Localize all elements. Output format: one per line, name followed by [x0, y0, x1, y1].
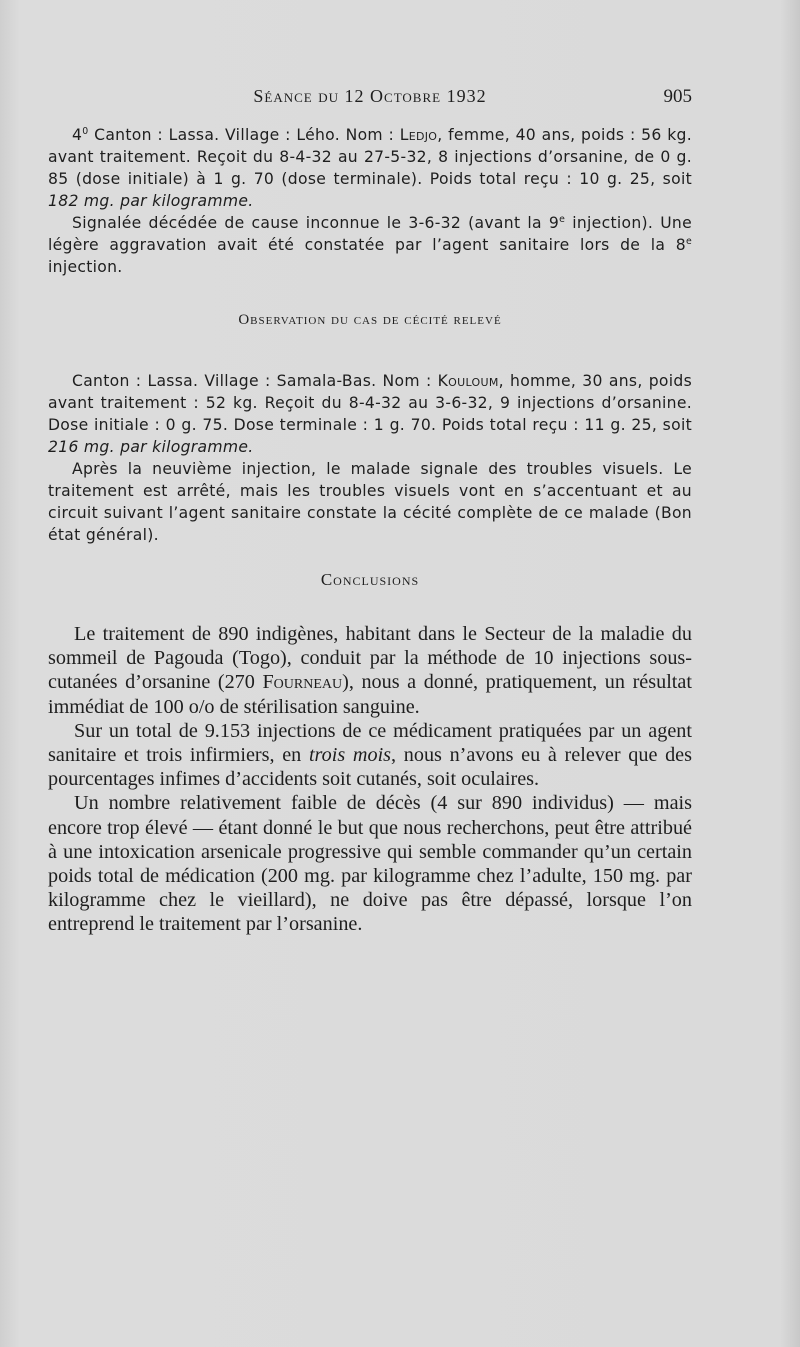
- conclusions-paragraph-3: Un nombre relativement faible de décès (4 sur 890 individus) — mais encore trop élevé — étant donné le but que nous recherchons, peut être attribué à une intoxication arsenicale progressive qui semble commander qu’un certain poids total de médication (200 mg. par kilogramme chez l’adulte, 150 mg. par kilogramme chez le vieillard), ne doive pas être dépassé, lorsque l’on entreprend le traitement par l’orsanine.: [48, 792, 692, 936]
- patient-name: Ledjo: [399, 126, 438, 144]
- running-header: [48, 86, 692, 114]
- observation-paragraph-2: Après la neuvième injection, le malade signale des troubles visuels. Le traitement est arrêté, mais les troubles visuels vont en s’accentuant et au circuit suivant l’agent sanitaire constate la cécité complète de ce malade (Bon état général).: [48, 460, 692, 544]
- patient-name: Kouloum: [437, 372, 499, 390]
- observation-paragraph-1: Canton : Lassa. Village : Samala-Bas. Nom : Kouloum, homme, 30 ans, poids avant traitement : 52 kg. Reçoit du 8-4-32 au 3-6-32, 9 injections d’orsanine. Dose initiale : 0 g. 75. Dose terminale : 1 g. 70. Poids total reçu : 11 g. 25, soit 216 mg. par kilogramme.: [48, 372, 692, 456]
- conclusions-paragraph-2: Sur un total de 9.153 injections de ce médicament pratiquées par un agent sanitaire et trois infirmiers, en trois mois, nous n’avons eu à relever que des pourcentages infimes d’accidents soit cutanés, soit oculaires.: [48, 719, 692, 791]
- page-number: 905: [663, 86, 692, 107]
- case-4-outcome: Signalée décédée de cause inconnue le 3-6-32 (avant la 9e injection). Une légère aggravation avait été constatée par l’agent sanitaire lors de la 8e injection.: [48, 213, 692, 276]
- conclusions-heading: Conclusions: [320, 570, 420, 589]
- conclusions-paragraph-1: Le traitement de 890 indigènes, habitant dans le Secteur de la maladie du sommeil de Pagouda (Togo), conduit par la méthode de 10 injections sous-cutanées d’orsanine (270 Fourneau), nous a donné, pratiquement, un résultat immédiat de 100 o/o de stérilisation sanguine.: [48, 623, 692, 718]
- running-title: Séance du 12 Octobre 1932: [253, 86, 487, 106]
- observation-heading: Observation du cas de cécité relevé: [238, 312, 502, 328]
- author-name: Fourneau: [262, 671, 343, 694]
- case-4-block: [48, 124, 692, 278]
- observation-block: [48, 370, 692, 546]
- case-4-paragraph: $4^0$ Canton : Lassa. Village : Lého. Nom : Ledjo, femme, 40 ans, poids : 56 kg. avant traitement. Reçoit du 8-4-32 au 27-5-32, 8 injections d’orsanine, de 0 g. 85 (dose initiale) à 1 g. 70 (dose terminale). Poids total reçu : 10 g. 25, soit 182 mg. par kilogramme.: [48, 125, 693, 210]
- conclusions-block: [48, 622, 692, 937]
